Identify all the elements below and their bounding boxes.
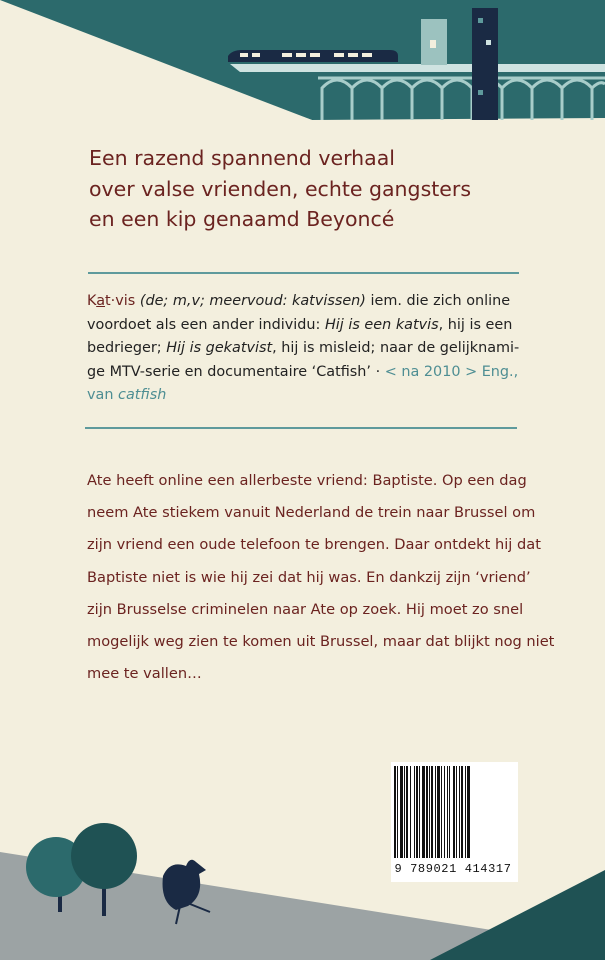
- barcode-bar: [437, 766, 440, 858]
- barcode-bar: [406, 766, 408, 858]
- barcode-bar: [456, 766, 457, 858]
- barcode-bar: [410, 766, 411, 858]
- barcode-bar: [397, 766, 398, 858]
- ground-dark-corner: [430, 870, 605, 960]
- dictionary-definition: Kat·vis (de; m,v; meervoud: katvissen) iem. die zich online voordoet als een ander individu: Hij is een katvis, hij is een bedrieger; Hij is gekatvist, hij is misleid; naar de gelijknamige MTV-serie en documentaire ‘Catfish’ · < na 2010 > Eng., van catfish: [87, 293, 520, 403]
- rule-bottom: [85, 427, 517, 429]
- headword: Kat·vis: [87, 293, 136, 309]
- barcode-bar: [394, 766, 396, 858]
- barcode-bar: [459, 766, 460, 858]
- barcode-bar: [416, 766, 418, 858]
- tagline-line: over valse vrienden, echte gangsters: [89, 176, 472, 201]
- barcode-bars: [391, 762, 518, 862]
- barcode-bar: [429, 766, 430, 858]
- tagline: [89, 143, 549, 235]
- dark-building: [472, 8, 498, 120]
- grammar-note: (de; m,v; meervoud: katvissen): [139, 293, 366, 309]
- back-cover-blurb: Ate heeft online een allerbeste vriend: Baptiste. Op een dag neem Ate stiekem vanuit Nederland de trein naar Brussel om zijn vriend een oude telefoon te brengen. Daar ontdekt hij dat Baptiste niet is wie hij zei dat hij was. En dankzij zijn ‘vriend’ zijn Brusselse criminelen naar Ate op zoek. Hij moet zo snel mogelijk weg zien te komen uit Brussel, maar dat blijkt nog niet mee te vallen…: [87, 472, 555, 683]
- barcode-bar: [419, 766, 420, 858]
- example: Hij is een katvis: [324, 316, 439, 333]
- barcode-bar: [444, 766, 445, 858]
- barcode-bar: [441, 766, 442, 858]
- barcode-bar: [435, 766, 436, 858]
- train: [228, 50, 398, 62]
- rule-top: [88, 272, 519, 274]
- barcode-bar: [400, 766, 403, 858]
- barcode-bar: [422, 766, 425, 858]
- barcode-bar: [449, 766, 450, 858]
- barcode-bar: [467, 766, 470, 858]
- isbn-number: 9 789021 414317: [394, 862, 512, 876]
- barcode-bar: [461, 766, 463, 858]
- bridge-deck: [230, 64, 605, 72]
- barcode-bar: [453, 766, 455, 858]
- barcode-bar: [431, 766, 433, 858]
- barcode-bar: [447, 766, 448, 858]
- barcode-bar: [426, 766, 428, 858]
- light-building: [421, 19, 447, 65]
- barcode-bar: [414, 766, 415, 858]
- example: Hij is gekatvist: [166, 340, 273, 356]
- barcode-bar: [465, 766, 466, 858]
- etymology: < na 2010 > Eng., van catfish: [87, 363, 519, 403]
- barcode-bar: [404, 766, 405, 858]
- tagline-line: en een kip genaamd Beyoncé: [89, 207, 395, 231]
- tagline-line: Een razend spannend verhaal: [89, 146, 395, 170]
